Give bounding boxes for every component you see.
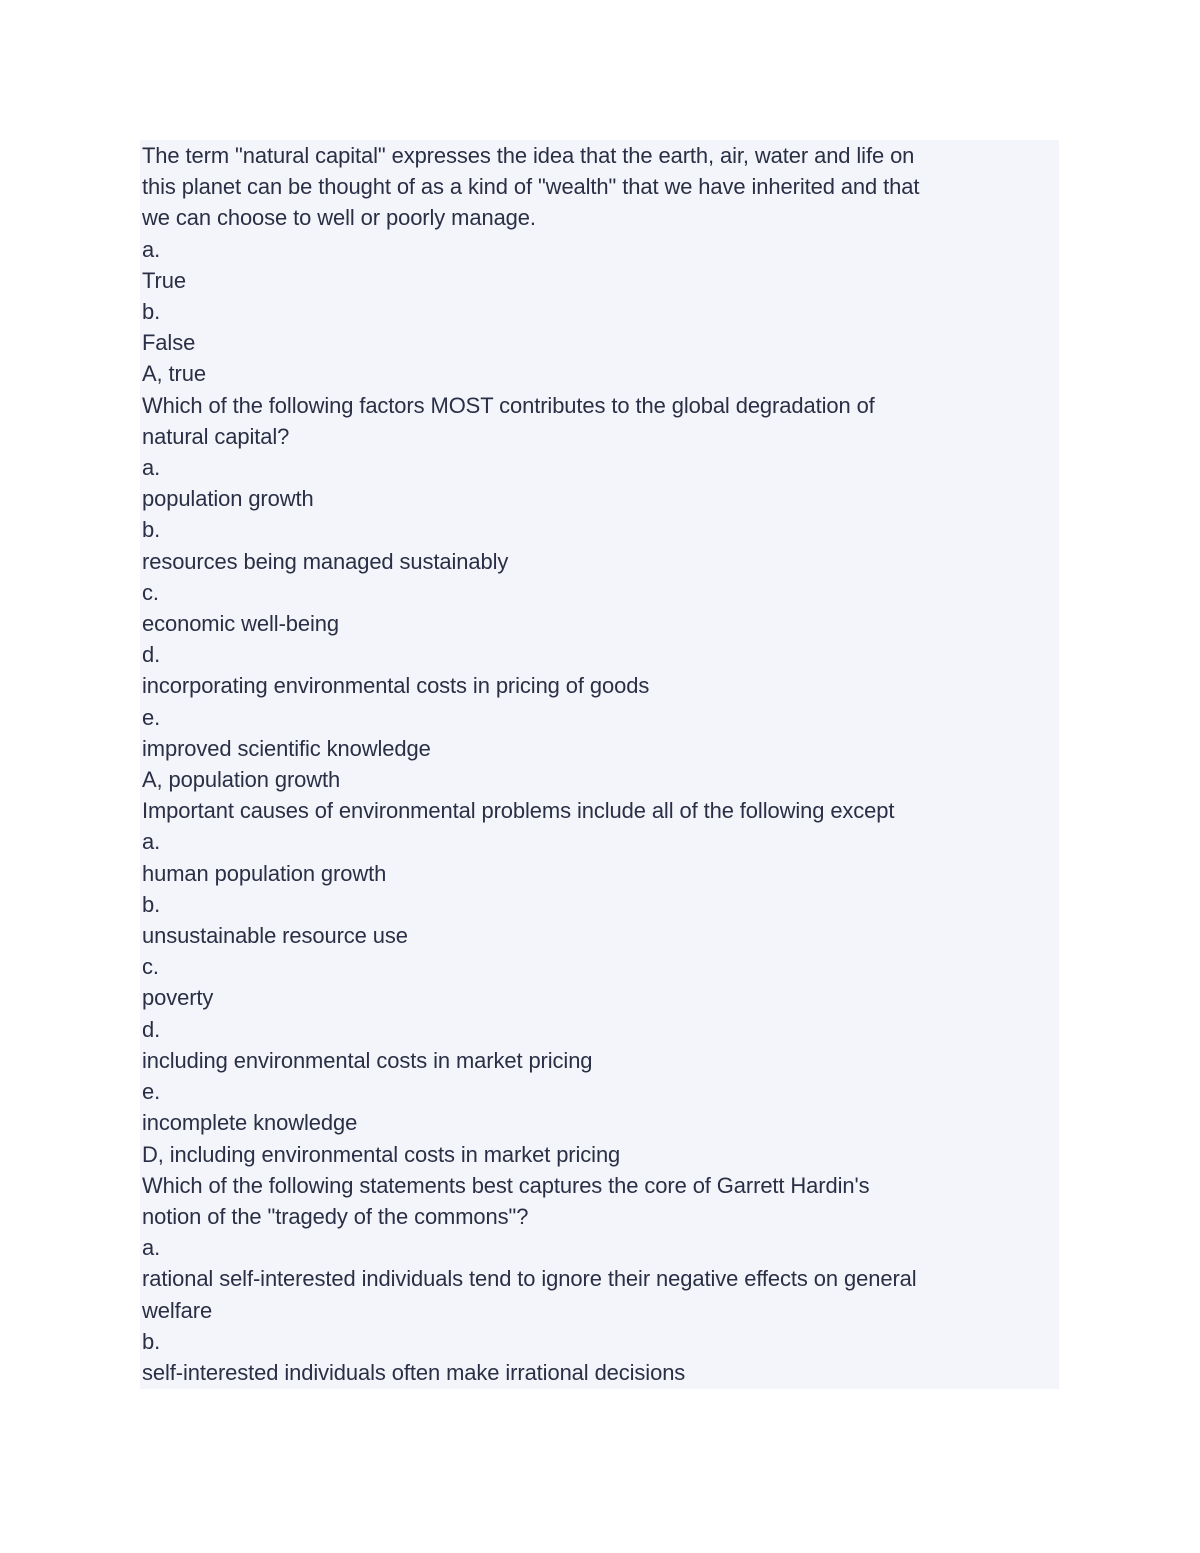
option-text: rational self-interested individuals tend to ignore their negative effects on general: [142, 1266, 917, 1292]
answer-line: A, population growth: [142, 767, 341, 793]
question-4-text-line-2: notion of the "tragedy of the commons"?: [142, 1203, 529, 1229]
answer-line: A, true: [142, 361, 206, 387]
question-2-text-line-1: Which of the following factors MOST contributes to the global degradation of: [142, 392, 875, 418]
option-label: d.: [142, 1016, 161, 1042]
option-label: e.: [142, 704, 161, 730]
option-label: c.: [142, 954, 159, 980]
option-text: True: [142, 267, 186, 293]
option-text: economic well-being: [142, 611, 339, 637]
option-text: human population growth: [142, 860, 387, 886]
option-label: d.: [142, 642, 161, 668]
option-label: a.: [142, 829, 161, 855]
option-text-continued: welfare: [142, 1297, 213, 1323]
option-label: b.: [142, 891, 161, 917]
option-text: unsustainable resource use: [142, 923, 408, 949]
question-1-text-line-1: The term "natural capital" expresses the idea that the earth, air, water and life on: [142, 143, 915, 168]
option-text: poverty: [142, 985, 214, 1011]
option-text: population growth: [142, 486, 314, 512]
quiz-text-block: [140, 140, 1059, 1389]
question-4-text-line-1: Which of the following statements best captures the core of Garrett Hardin's: [142, 1172, 870, 1198]
question-1-text-line-3: we can choose to well or poorly manage.: [142, 205, 536, 231]
option-label: b.: [142, 517, 161, 543]
answer-line: D, including environmental costs in market pricing: [142, 1141, 621, 1167]
option-label: b.: [142, 299, 161, 325]
option-text: incorporating environmental costs in pricing of goods: [142, 673, 650, 699]
option-label: e.: [142, 1079, 161, 1105]
option-text: self-interested individuals often make irrational decisions: [142, 1359, 686, 1385]
question-2-text-line-2: natural capital?: [142, 423, 290, 449]
option-label: c.: [142, 579, 159, 605]
option-text: resources being managed sustainably: [142, 548, 509, 574]
question-3-text: Important causes of environmental problems include all of the following except: [142, 798, 895, 824]
option-text: improved scientific knowledge: [142, 735, 431, 761]
option-text: including environmental costs in market pricing: [142, 1047, 593, 1073]
option-label: a.: [142, 236, 161, 262]
option-text: incomplete knowledge: [142, 1110, 358, 1136]
option-label: a.: [142, 455, 161, 481]
question-1-text-line-2: this planet can be thought of as a kind of "wealth" that we have inherited and that: [142, 174, 920, 200]
option-label: a.: [142, 1235, 161, 1261]
option-text: False: [142, 330, 196, 356]
option-label: b.: [142, 1328, 161, 1354]
